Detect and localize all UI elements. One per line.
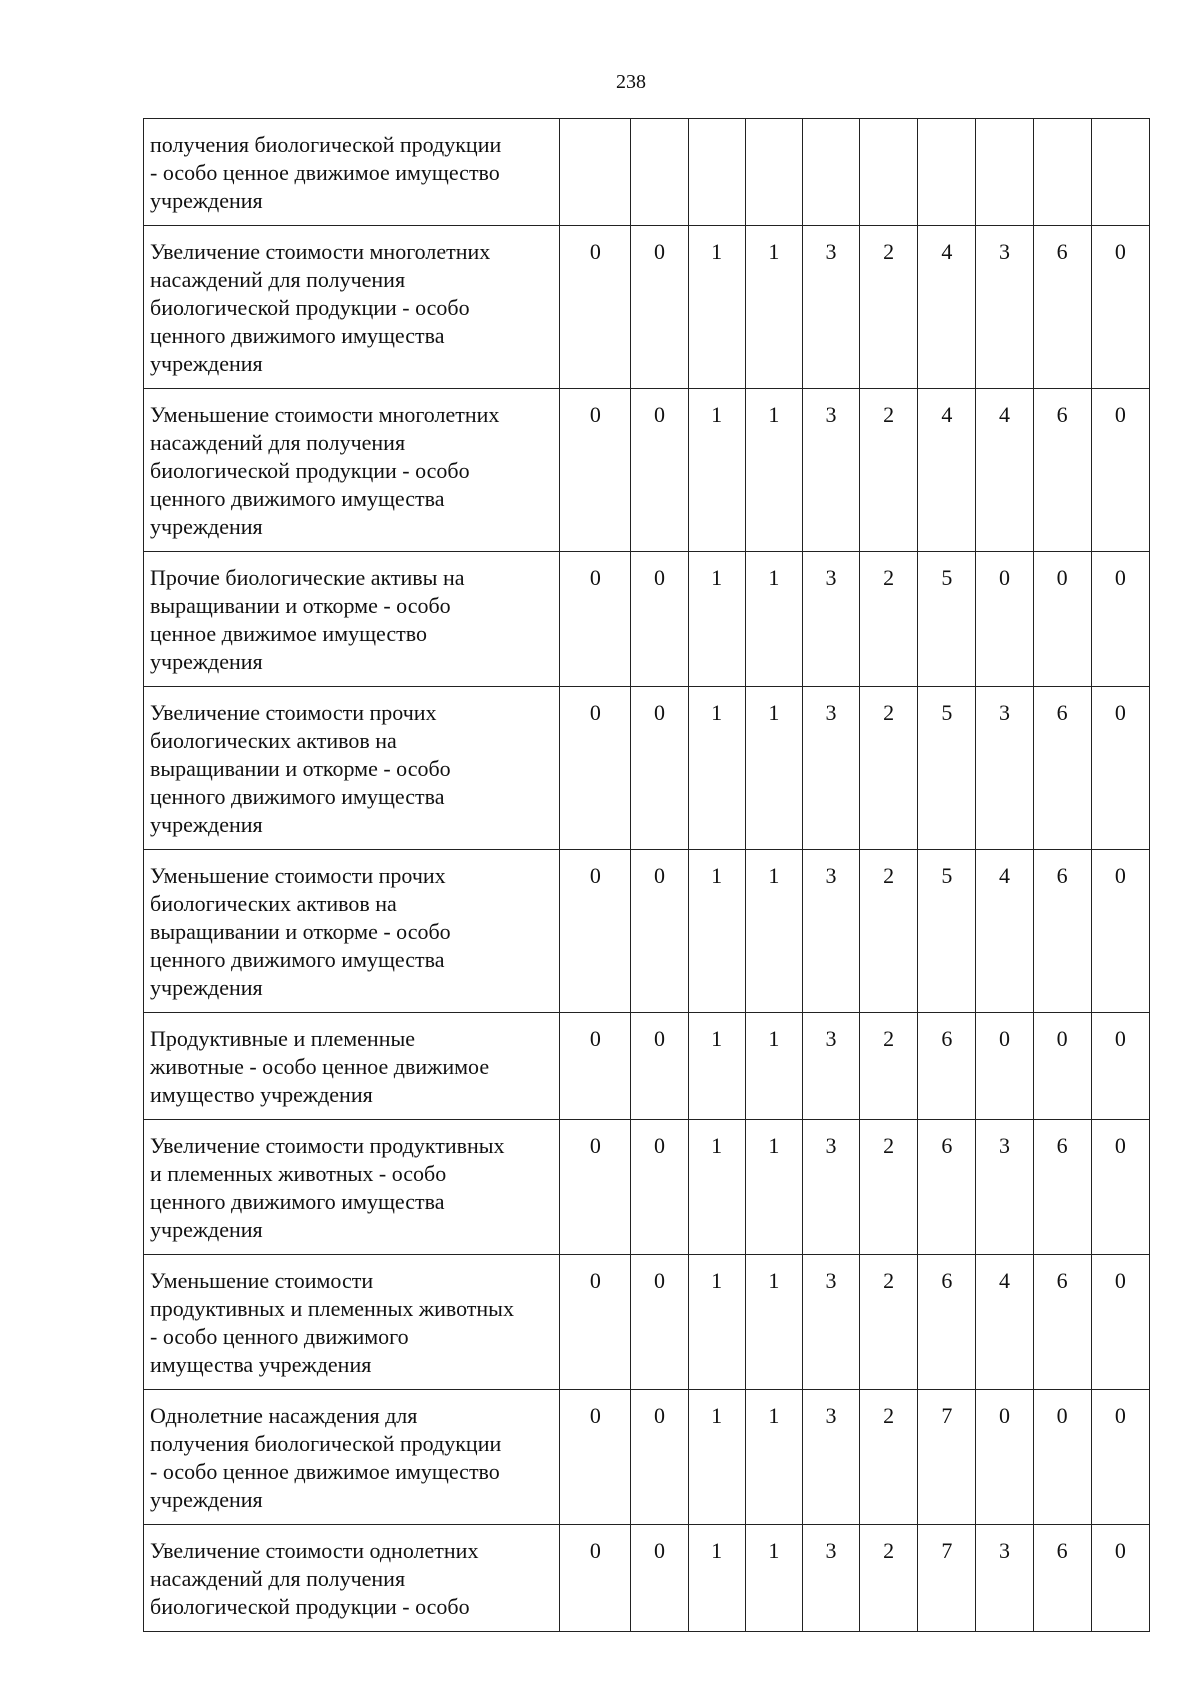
description-line: ценного движимого имущества — [150, 323, 445, 348]
description-line: Увеличение стоимости продуктивных — [150, 1133, 505, 1158]
code-digit-cell: 5 — [918, 687, 976, 850]
table-row — [144, 119, 1150, 226]
code-digit-cell: 0 — [976, 1390, 1033, 1525]
code-digit-cell: 3 — [802, 1525, 859, 1632]
description-line: Увеличение стоимости прочих — [150, 700, 437, 725]
description-line: Прочие биологические активы на — [150, 565, 465, 590]
code-digit-cell: 1 — [688, 389, 745, 552]
code-digit-cell: 0 — [560, 1255, 631, 1390]
code-digit-cell: 1 — [745, 1525, 802, 1632]
description-line: биологической продукции - особо — [150, 1594, 470, 1619]
description-line: насаждений для получения — [150, 430, 406, 455]
description-line: ценного движимого имущества — [150, 784, 445, 809]
description-line: получения биологической продукции — [150, 132, 502, 157]
code-digit-cell: 0 — [1033, 552, 1091, 687]
code-digit-cell: 1 — [688, 1013, 745, 1120]
code-digit-cell: 0 — [976, 552, 1033, 687]
row-description — [144, 1120, 560, 1255]
row-description — [144, 1525, 560, 1632]
code-digit-cell: 1 — [745, 1013, 802, 1120]
code-digit-cell — [1091, 119, 1149, 226]
code-digit-cell: 0 — [631, 552, 688, 687]
code-digit-cell: 2 — [860, 1255, 918, 1390]
row-description — [144, 389, 560, 552]
code-digit-cell: 4 — [976, 850, 1033, 1013]
description-line: учреждения — [150, 514, 263, 539]
description-line: биологических активов на — [150, 728, 397, 753]
code-digit-cell: 0 — [1091, 1390, 1149, 1525]
description-line: учреждения — [150, 1487, 263, 1512]
description-line: ценного движимого имущества — [150, 486, 445, 511]
code-digit-cell: 0 — [560, 687, 631, 850]
row-description — [144, 1013, 560, 1120]
description-line: ценное движимое имущество — [150, 621, 427, 646]
code-digit-cell: 3 — [802, 687, 859, 850]
code-digit-cell: 0 — [631, 1120, 688, 1255]
table-row — [144, 1013, 1150, 1120]
table-row — [144, 1390, 1150, 1525]
code-digit-cell: 0 — [560, 1390, 631, 1525]
code-digit-cell: 6 — [1033, 226, 1091, 389]
code-digit-cell: 3 — [802, 226, 859, 389]
description-line: Уменьшение стоимости многолетних — [150, 402, 500, 427]
code-digit-cell: 0 — [976, 1013, 1033, 1120]
code-digit-cell: 1 — [745, 850, 802, 1013]
description-line: имущества учреждения — [150, 1352, 372, 1377]
row-description — [144, 1390, 560, 1525]
code-digit-cell: 6 — [1033, 389, 1091, 552]
table-row — [144, 1255, 1150, 1390]
code-digit-cell: 3 — [802, 552, 859, 687]
code-digit-cell: 0 — [1091, 1013, 1149, 1120]
description-line: учреждения — [150, 649, 263, 674]
code-digit-cell: 0 — [560, 226, 631, 389]
code-digit-cell: 0 — [1033, 1013, 1091, 1120]
description-line: и племенных животных - особо — [150, 1161, 447, 1186]
table-row — [144, 226, 1150, 389]
code-digit-cell — [802, 119, 859, 226]
description-line: Однолетние насаждения для — [150, 1403, 418, 1428]
description-line: насаждений для получения — [150, 267, 406, 292]
code-digit-cell: 3 — [976, 1525, 1033, 1632]
code-digit-cell: 5 — [918, 850, 976, 1013]
code-digit-cell: 2 — [860, 1120, 918, 1255]
row-description — [144, 850, 560, 1013]
table-row — [144, 687, 1150, 850]
code-digit-cell: 4 — [918, 226, 976, 389]
description-line: Уменьшение стоимости прочих — [150, 863, 446, 888]
code-digit-cell: 1 — [688, 1390, 745, 1525]
page-number: 238 — [616, 71, 646, 93]
row-description — [144, 1255, 560, 1390]
code-digit-cell: 0 — [631, 687, 688, 850]
code-digit-cell: 0 — [560, 552, 631, 687]
code-digit-cell: 3 — [802, 850, 859, 1013]
code-digit-cell: 1 — [745, 1255, 802, 1390]
code-digit-cell: 3 — [802, 389, 859, 552]
description-line: животные - особо ценное движимое — [150, 1054, 490, 1079]
code-digit-cell: 1 — [745, 1120, 802, 1255]
code-digit-cell — [560, 119, 631, 226]
description-line: учреждения — [150, 812, 263, 837]
code-digit-cell: 0 — [631, 1525, 688, 1632]
code-digit-cell: 1 — [745, 226, 802, 389]
table-row — [144, 850, 1150, 1013]
code-digit-cell: 2 — [860, 1013, 918, 1120]
code-digit-cell: 7 — [918, 1390, 976, 1525]
description-line: выращивании и откорме - особо — [150, 919, 451, 944]
code-digit-cell: 0 — [1091, 1255, 1149, 1390]
code-digit-cell — [1033, 119, 1091, 226]
code-digit-cell: 0 — [1091, 1525, 1149, 1632]
code-digit-cell: 6 — [1033, 687, 1091, 850]
code-digit-cell: 0 — [1091, 226, 1149, 389]
code-digit-cell: 0 — [560, 1013, 631, 1120]
description-line: имущество учреждения — [150, 1082, 373, 1107]
description-line: биологической продукции - особо — [150, 295, 470, 320]
table-row — [144, 1525, 1150, 1632]
code-digit-cell: 1 — [688, 687, 745, 850]
code-digit-cell: 2 — [860, 687, 918, 850]
description-line: учреждения — [150, 351, 263, 376]
code-digit-cell: 0 — [1091, 1120, 1149, 1255]
code-digit-cell: 0 — [1091, 389, 1149, 552]
code-digit-cell: 6 — [1033, 1120, 1091, 1255]
row-description — [144, 226, 560, 389]
description-line: Увеличение стоимости однолетних — [150, 1538, 479, 1563]
code-digit-cell: 2 — [860, 389, 918, 552]
code-digit-cell: 1 — [688, 850, 745, 1013]
code-digit-cell: 3 — [802, 1013, 859, 1120]
table-row — [144, 1120, 1150, 1255]
code-digit-cell: 2 — [860, 552, 918, 687]
row-description — [144, 119, 560, 226]
code-digit-cell: 1 — [745, 1390, 802, 1525]
code-digit-cell: 7 — [918, 1525, 976, 1632]
description-line: насаждений для получения — [150, 1566, 406, 1591]
description-line: Уменьшение стоимости — [150, 1268, 374, 1293]
account-codes-table — [143, 118, 1150, 1632]
code-digit-cell: 0 — [560, 1525, 631, 1632]
code-digit-cell — [860, 119, 918, 226]
code-digit-cell: 1 — [688, 1255, 745, 1390]
code-digit-cell: 4 — [918, 389, 976, 552]
table-row — [144, 389, 1150, 552]
code-digit-cell: 0 — [1091, 552, 1149, 687]
code-digit-cell — [918, 119, 976, 226]
code-digit-cell: 1 — [688, 226, 745, 389]
code-digit-cell: 6 — [1033, 1255, 1091, 1390]
code-digit-cell: 0 — [1033, 1390, 1091, 1525]
description-line: учреждения — [150, 188, 263, 213]
description-line: биологической продукции - особо — [150, 458, 470, 483]
code-digit-cell: 6 — [1033, 1525, 1091, 1632]
description-line: ценного движимого имущества — [150, 947, 445, 972]
description-line: продуктивных и племенных животных — [150, 1296, 514, 1321]
description-line: - особо ценное движимое имущество — [150, 160, 500, 185]
code-digit-cell: 3 — [802, 1255, 859, 1390]
code-digit-cell: 0 — [1091, 850, 1149, 1013]
code-digit-cell: 2 — [860, 226, 918, 389]
code-digit-cell: 3 — [976, 1120, 1033, 1255]
code-digit-cell: 6 — [918, 1120, 976, 1255]
code-digit-cell: 2 — [860, 850, 918, 1013]
description-line: учреждения — [150, 975, 263, 1000]
code-digit-cell: 1 — [745, 389, 802, 552]
code-digit-cell: 6 — [1033, 850, 1091, 1013]
description-line: ценного движимого имущества — [150, 1189, 445, 1214]
description-line: - особо ценного движимого — [150, 1324, 409, 1349]
table-row — [144, 552, 1150, 687]
code-digit-cell: 0 — [631, 226, 688, 389]
code-digit-cell: 3 — [976, 226, 1033, 389]
description-line: выращивании и откорме - особо — [150, 756, 451, 781]
code-digit-cell: 1 — [688, 552, 745, 687]
code-digit-cell: 6 — [918, 1255, 976, 1390]
code-digit-cell: 5 — [918, 552, 976, 687]
code-digit-cell: 3 — [802, 1390, 859, 1525]
code-digit-cell: 0 — [631, 389, 688, 552]
row-description — [144, 552, 560, 687]
description-line: выращивании и откорме - особо — [150, 593, 451, 618]
code-digit-cell: 0 — [560, 850, 631, 1013]
code-digit-cell: 1 — [688, 1120, 745, 1255]
code-digit-cell: 0 — [631, 850, 688, 1013]
description-line: Продуктивные и племенные — [150, 1026, 416, 1051]
code-digit-cell — [688, 119, 745, 226]
code-digit-cell: 0 — [631, 1013, 688, 1120]
description-line: - особо ценное движимое имущество — [150, 1459, 500, 1484]
code-digit-cell: 0 — [560, 389, 631, 552]
description-line: биологических активов на — [150, 891, 397, 916]
code-digit-cell: 6 — [918, 1013, 976, 1120]
description-line: Увеличение стоимости многолетних — [150, 239, 491, 264]
code-digit-cell: 0 — [1091, 687, 1149, 850]
description-line: получения биологической продукции — [150, 1431, 502, 1456]
code-digit-cell: 0 — [631, 1390, 688, 1525]
code-digit-cell: 4 — [976, 389, 1033, 552]
code-digit-cell: 1 — [745, 687, 802, 850]
description-line: учреждения — [150, 1217, 263, 1242]
code-digit-cell: 2 — [860, 1390, 918, 1525]
code-digit-cell: 0 — [560, 1120, 631, 1255]
code-digit-cell: 1 — [745, 552, 802, 687]
code-digit-cell: 0 — [631, 1255, 688, 1390]
code-digit-cell: 2 — [860, 1525, 918, 1632]
code-digit-cell — [976, 119, 1033, 226]
code-digit-cell: 4 — [976, 1255, 1033, 1390]
code-digit-cell — [745, 119, 802, 226]
row-description — [144, 687, 560, 850]
code-digit-cell — [631, 119, 688, 226]
code-digit-cell: 3 — [802, 1120, 859, 1255]
code-digit-cell: 3 — [976, 687, 1033, 850]
code-digit-cell: 1 — [688, 1525, 745, 1632]
